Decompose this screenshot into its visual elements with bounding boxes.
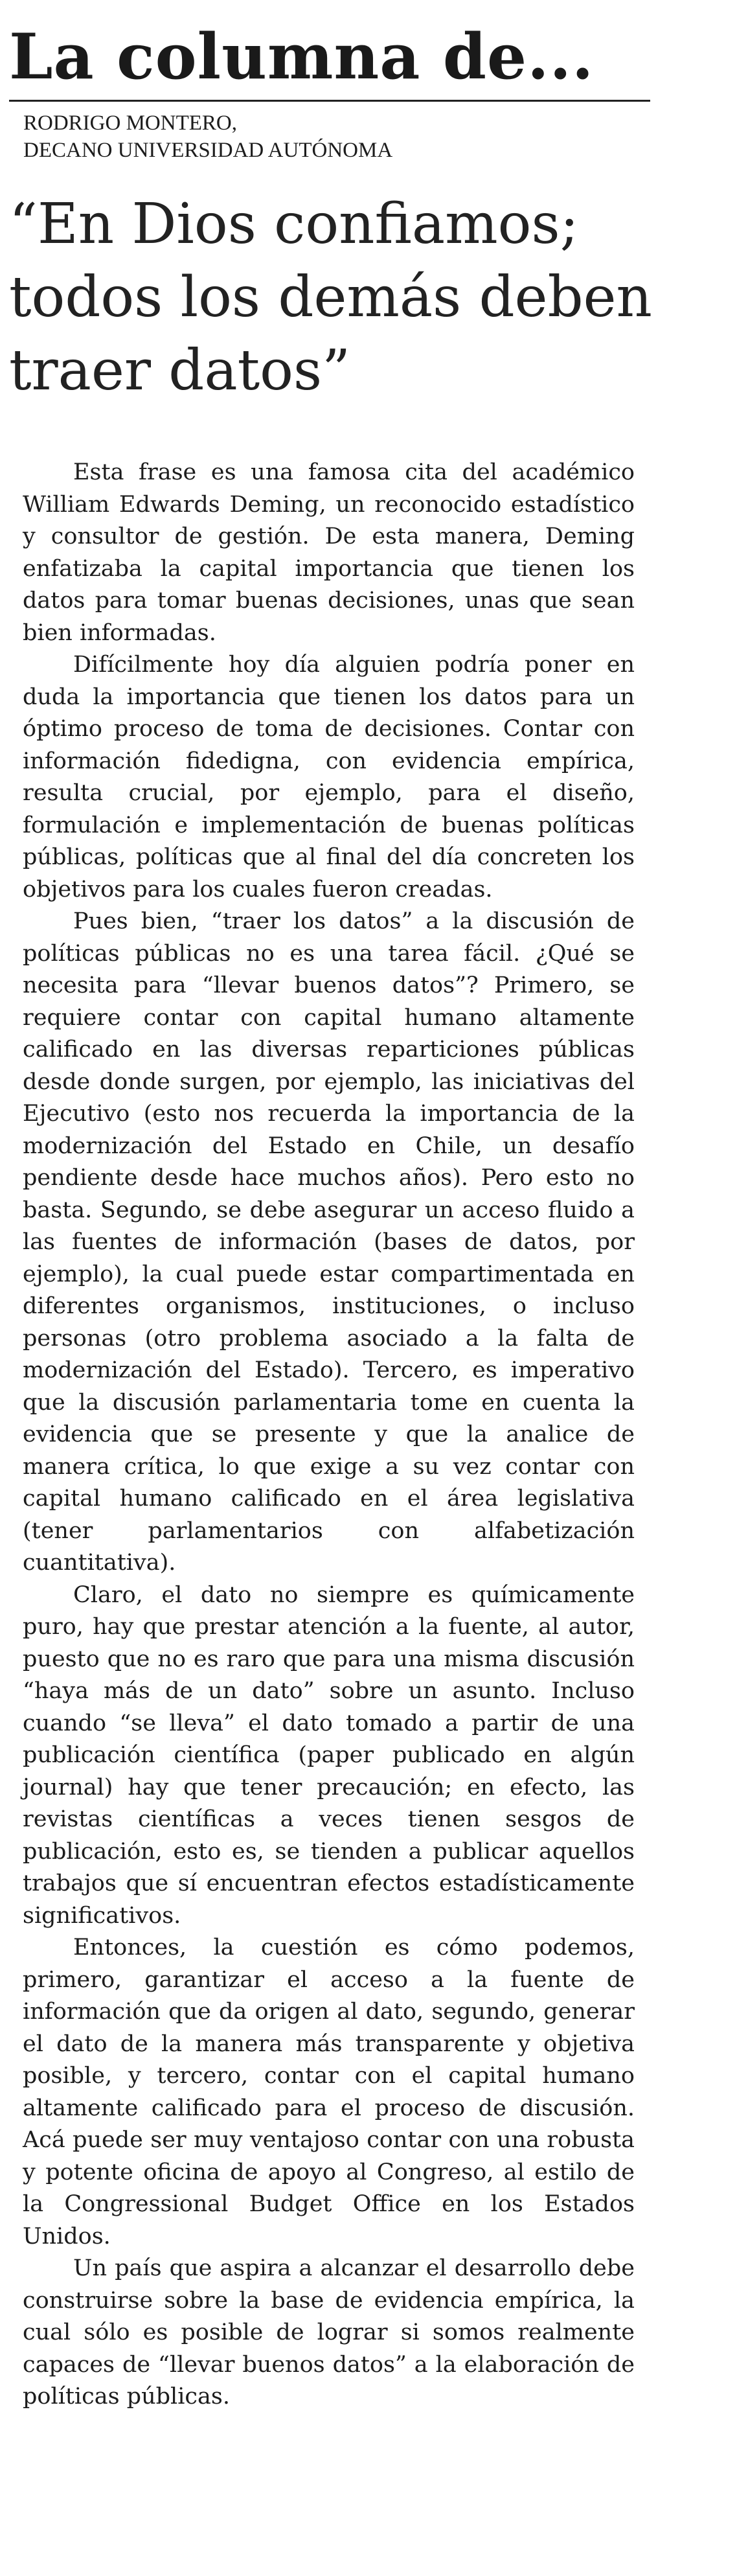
byline: [23, 109, 650, 164]
header-rule: [9, 100, 650, 102]
article-paragraph-6: Un país que aspira a alcanzar el desarrollo debe construirse sobre la base de evidencia empírica, la cual sólo es posible de lograr si somos realmente capaces de “llevar buenos datos” a la elaboración de políticas públicas.: [23, 2255, 635, 2409]
article-paragraph-5: Entonces, la cuestión es cómo podemos, primero, garantizar el acceso a la fuente de información que da origen al dato, segundo, generar el dato de la manera más transparente y objetiva posible, y tercero, contar con el capital humano altamente calificado para el proceso de discusión. Acá puede ser muy ventajoso contar con una robusta y potente oficina de apoyo al Congreso, al estilo de la Congressional Budget Office en los Estados Unidos.: [23, 1935, 635, 2249]
article-paragraph-3: Pues bien, “traer los datos” a la discusión de políticas públicas no es una tarea fácil. ¿Qué se necesita para “llevar buenos datos”? Primero, se requiere contar con capital humano altamente calificado en las diversas reparticiones públicas desde donde surgen, por ejemplo, las iniciativas del Ejecutivo (esto nos recuerda la importancia de la modernización del Estado en Chile, un desafío pendiente desde hace muchos años). Pero esto no basta. Segundo, se debe asegurar un acceso fluido a las fuentes de información (bases de datos, por ejemplo), la cual puede estar compartimentada en diferentes organismos, instituciones, o incluso personas (otro problema asociado a la falta de modernización del Estado). Tercero, es imperativo que la discusión parlamentaria tome en cuenta la evidencia que se presente y que la analice de manera crítica, lo que exige a su vez contar con capital humano calificado en el área legislativa (tener parlamentarios con alfabetización cuantitativa).: [23, 908, 635, 1576]
byline-author: RODRIGO MONTERO,: [23, 111, 237, 135]
column-header: [9, 18, 650, 164]
section-title: La columna de...: [9, 20, 595, 93]
article-paragraph-1: Esta frase es una famosa cita del académico William Edwards Deming, un reconocido estadístico y consultor de gestión. De esta manera, Deming enfatizaba la capital importancia que tienen los datos para tomar buenas decisiones, unas que sean bien informadas.: [23, 459, 635, 646]
article-paragraph-4: Claro, el dato no siempre es químicamente puro, hay que prestar atención a la fuente, al autor, puesto que no es raro que para una misma discusión “haya más de un dato” sobre un asunto. Incluso cuando “se lleva” el dato tomado a partir de una publicación científica (paper publicado en algún journal) hay que tener precaución; en efecto, las revistas científicas a veces tienen sesgos de publicación, esto es, se tienden a publicar aquellos trabajos que sí encuentran efectos estadísticamente significativos.: [23, 1581, 635, 1929]
article-paragraph-2: Difícilmente hoy día alguien podría poner en duda la importancia que tienen los datos para un óptimo proceso de toma de decisiones. Contar con información fidedigna, con evidencia empírica, resulta crucial, por ejemplo, para el diseño, formulación e implementación de buenas políticas públicas, políticas que al final del día concreten los objetivos para los cuales fueron creadas.: [23, 652, 635, 903]
article-headline: “En Dios confiamos; todos los demás deben traer datos”: [9, 192, 652, 403]
article-body: [23, 457, 635, 2413]
byline-role: DECANO UNIVERSIDAD AUTÓNOMA: [23, 139, 393, 162]
